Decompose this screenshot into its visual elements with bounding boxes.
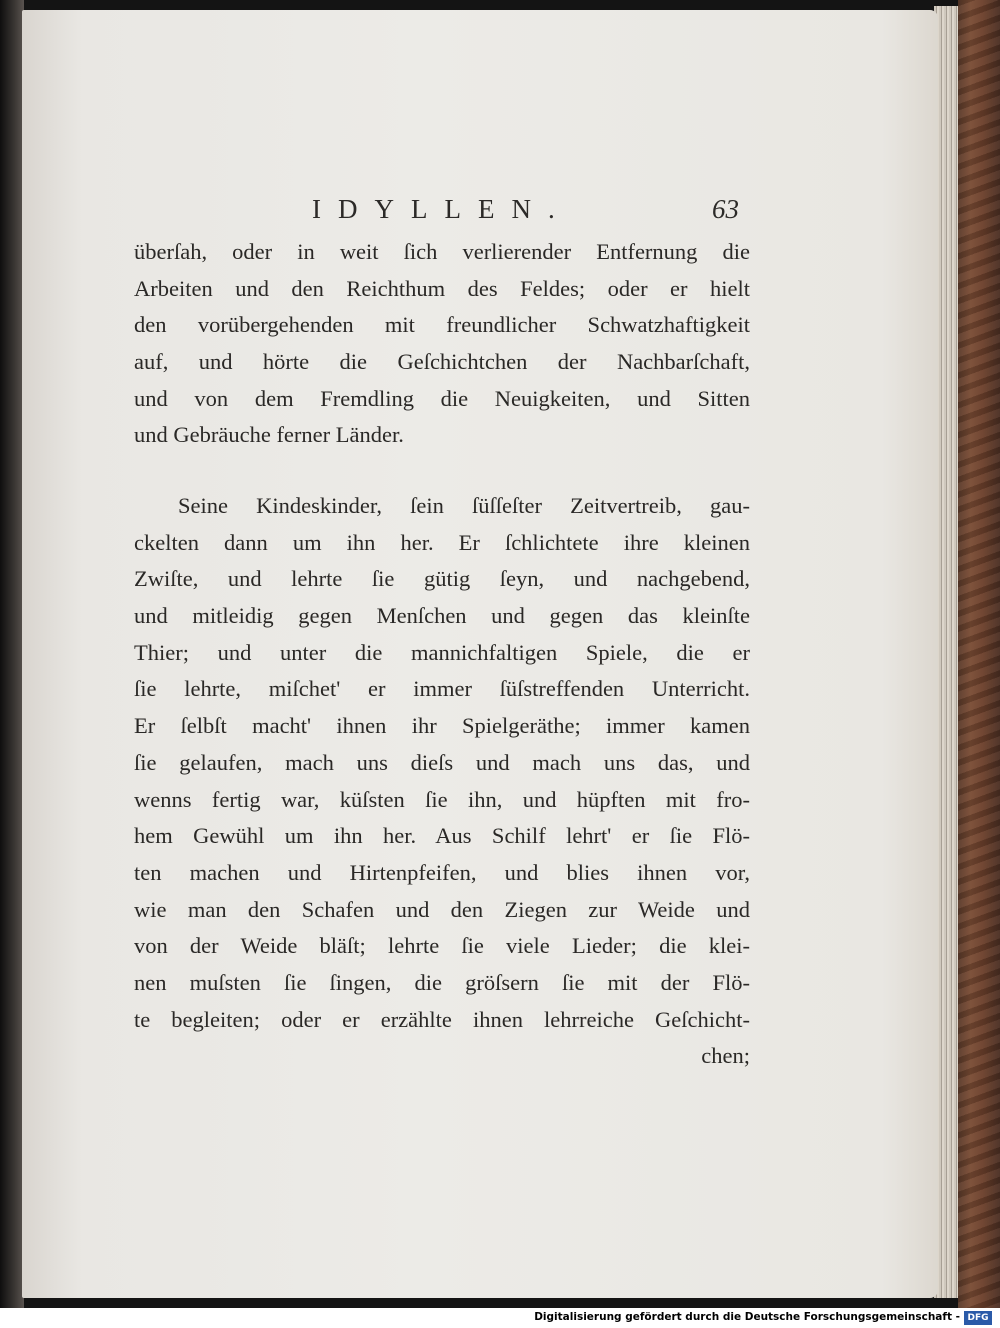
- page-number: 63: [712, 194, 739, 224]
- book-binding-right: [958, 0, 1000, 1308]
- text-line: Arbeiten und den Reichthum des Feldes; oder er hielt: [134, 275, 750, 301]
- catchword: chen;: [701, 1043, 750, 1069]
- text-line: Seine Kindeskinder, ſein ſüſſeſter Zeitvertreib, gau-: [178, 493, 750, 518]
- text-line: Thier; und unter die mannichfaltigen Spiele, die er: [134, 639, 750, 665]
- text-line: nen muſsten ſie ſingen, die gröſsern ſie mit der Flö-: [134, 969, 750, 995]
- text-line: ſie lehrte, miſchet' er immer ſüſstreffenden Unterricht.: [134, 676, 750, 702]
- running-header-title: IDYLLEN.: [312, 194, 572, 224]
- text-line: hem Gewühl um ihn her. Aus Schilf lehrt' er ſie Flö-: [134, 823, 750, 849]
- text-line: Zwiſte, und lehrte ſie gütig ſeyn, und nachgebend,: [134, 566, 750, 592]
- text-line: te begleiten; oder er erzählte ihnen lehrreiche Geſchicht-: [134, 1006, 750, 1032]
- text-line: den vorübergehenden mit freundlicher Schwatzhaftigkeit: [134, 312, 750, 338]
- text-line: ſie gelaufen, mach uns dieſs und mach uns das, und: [134, 749, 750, 775]
- text-line: Er ſelbſt macht' ihnen ihr Spielgeräthe; immer kamen: [134, 713, 750, 739]
- text-line: und von dem Fremdling die Neuigkeiten, und Sitten: [134, 385, 750, 411]
- text-line: auf, und hörte die Geſchichtchen der Nachbarſchaft,: [134, 349, 750, 375]
- footer-credit: Digitalisierung gefördert durch die Deutsche Forschungsgemeinschaft -: [534, 1311, 960, 1323]
- text-line: und Gebräuche ferner Länder.: [134, 422, 404, 448]
- text-line: überſah, oder in weit ſich verlierender Entfernung die: [134, 239, 750, 264]
- text-line: und mitleidig gegen Menſchen und gegen das kleinſte: [134, 603, 750, 629]
- paragraph-1: [134, 234, 750, 454]
- text-line: von der Weide bläſt; lehrte ſie viele Lieder; die klei-: [134, 933, 750, 959]
- paragraph-2: [134, 488, 750, 1075]
- dfg-logo: DFG: [964, 1311, 992, 1325]
- text-line: wenns fertig war, küſsten ſie ihn, und hüpften mit fro-: [134, 786, 750, 812]
- text-line: wie man den Schafen und den Ziegen zur Weide und: [134, 896, 750, 922]
- text-line: ckelten dann um ihn her. Er ſchlichtete ihre kleinen: [134, 529, 750, 555]
- text-line: ten machen und Hirtenpfeifen, und blies ihnen vor,: [134, 859, 750, 885]
- book-cover-left: [0, 0, 24, 1308]
- digitization-footer: [0, 1308, 1000, 1328]
